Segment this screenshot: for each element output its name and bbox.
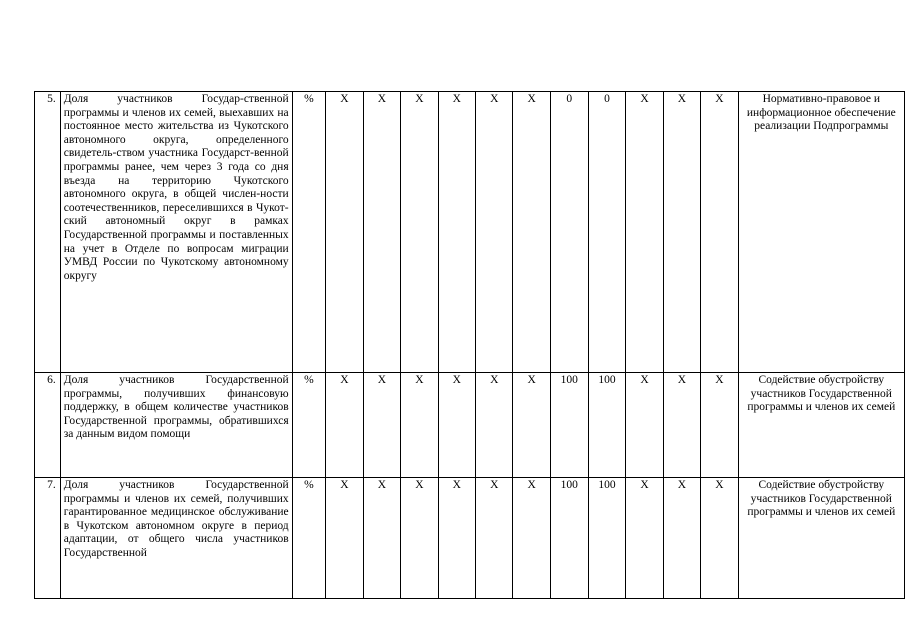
value-cell: X bbox=[626, 373, 663, 478]
value-cell: 0 bbox=[550, 92, 588, 373]
value-cell: X bbox=[326, 478, 363, 599]
indicator-name: Доля участников Государственной программы, получивших финансовую поддержку, в общем количестве участников Государственной программы, обратившихся за данным видом помощи bbox=[60, 373, 292, 478]
table-row bbox=[35, 373, 905, 478]
row-number: 7. bbox=[35, 478, 61, 599]
value-cell: X bbox=[363, 373, 400, 478]
value-cell: X bbox=[626, 92, 663, 373]
value-cell: X bbox=[401, 478, 438, 599]
value-cell: X bbox=[326, 373, 363, 478]
row-number: 5. bbox=[35, 92, 61, 373]
value-cell: X bbox=[438, 92, 475, 373]
table-row bbox=[35, 92, 905, 373]
value-cell: 100 bbox=[588, 373, 626, 478]
value-cell: X bbox=[701, 373, 738, 478]
measure-note: Содействие обустройству участников Государственной программы и членов их семей bbox=[738, 478, 904, 599]
value-cell: 100 bbox=[550, 478, 588, 599]
value-cell: X bbox=[513, 373, 550, 478]
value-cell: X bbox=[401, 373, 438, 478]
value-cell: X bbox=[476, 478, 513, 599]
value-cell: X bbox=[438, 373, 475, 478]
value-cell: 0 bbox=[588, 92, 626, 373]
value-cell: X bbox=[438, 478, 475, 599]
unit-cell: % bbox=[292, 478, 326, 599]
indicator-name: Доля участников Государственной программы и членов их семей, получивших гарантированное медицинское обслуживание в Чукотском автономном округе в период адаптации, от общего числа участников Государственной bbox=[60, 478, 292, 599]
value-cell: X bbox=[513, 478, 550, 599]
unit-cell: % bbox=[292, 92, 326, 373]
table-body bbox=[35, 92, 905, 599]
value-cell: X bbox=[663, 373, 700, 478]
value-cell: X bbox=[663, 92, 700, 373]
indicators-table bbox=[34, 91, 905, 599]
value-cell: X bbox=[476, 373, 513, 478]
value-cell: X bbox=[476, 92, 513, 373]
table-row bbox=[35, 478, 905, 599]
value-cell: X bbox=[701, 478, 738, 599]
value-cell: 100 bbox=[588, 478, 626, 599]
value-cell: X bbox=[401, 92, 438, 373]
measure-note: Содействие обустройству участников Государственной программы и членов их семей bbox=[738, 373, 904, 478]
value-cell: X bbox=[513, 92, 550, 373]
value-cell: X bbox=[663, 478, 700, 599]
value-cell: X bbox=[326, 92, 363, 373]
value-cell: 100 bbox=[550, 373, 588, 478]
value-cell: X bbox=[363, 478, 400, 599]
row-number: 6. bbox=[35, 373, 61, 478]
measure-note: Нормативно-правовое и информационное обеспечение реализации Подпрограммы bbox=[738, 92, 904, 373]
unit-cell: % bbox=[292, 373, 326, 478]
indicator-name: Доля участников Государ-ственной программы и членов их семей, выехавших на постоянное место жительства из Чукотского автономного округа, определенного свидетель-ством участника Государст-венной программы ранее, чем через 3 года со дня въезда на территорию Чукотского автономного округа, в общей числен-ности соотечественников, переселившихся в Чукот-ский автономный округ в рамках Государственной программы и поставленных на учет в Отделе по вопросам миграции УМВД России по Чукотскому автономному округу bbox=[60, 92, 292, 373]
value-cell: X bbox=[363, 92, 400, 373]
value-cell: X bbox=[701, 92, 738, 373]
value-cell: X bbox=[626, 478, 663, 599]
